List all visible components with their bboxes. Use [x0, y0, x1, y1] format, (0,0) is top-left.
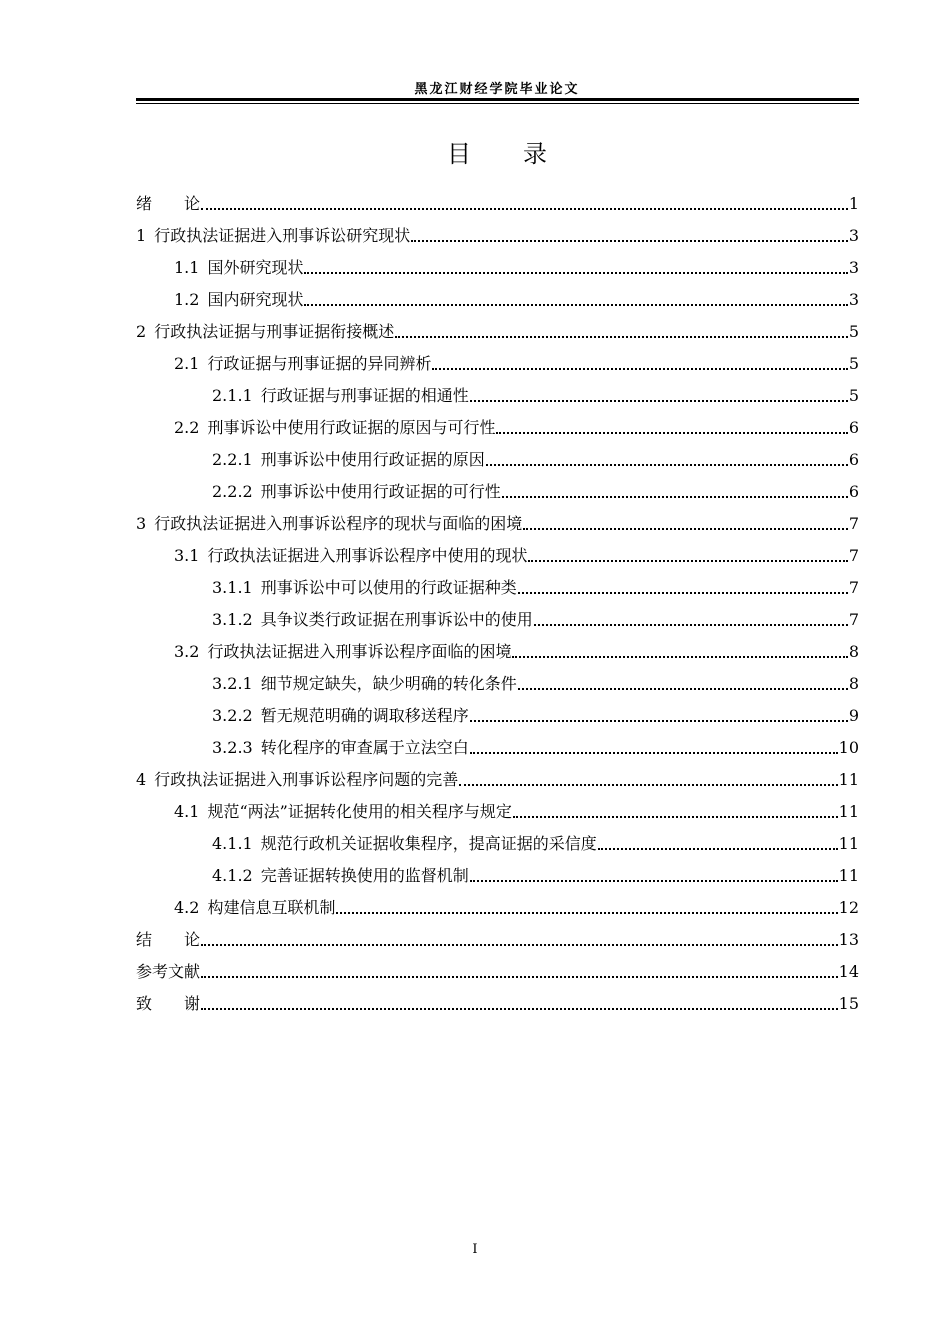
toc-entry-page: 5 — [848, 386, 859, 405]
toc-entry-number: 1.2 — [174, 290, 200, 309]
toc-leader-dots — [534, 624, 848, 626]
toc-entry-page: 5 — [848, 354, 859, 373]
toc-entry[interactable] — [136, 828, 859, 860]
toc-entry-title: 构建信息互联机制 — [207, 898, 336, 917]
toc-entry-number: 1 — [136, 226, 147, 245]
toc-leader-dots — [528, 560, 847, 562]
toc-entry-title: 行政执法证据与刑事证据衔接概述 — [154, 322, 395, 341]
toc-entry-number: 3.2.2 — [212, 706, 253, 725]
toc-title-first: 目 — [447, 140, 471, 168]
toc-entry-number: 2.1 — [174, 354, 200, 373]
toc-entry[interactable] — [136, 732, 859, 764]
toc-entry-page: 7 — [848, 546, 859, 565]
toc-entry-number: 4.1.2 — [212, 866, 253, 885]
toc-leader-dots — [513, 816, 838, 818]
toc-entry-page: 9 — [848, 706, 859, 725]
toc-entry[interactable] — [136, 764, 859, 796]
toc-entry-number: 2.2 — [174, 418, 200, 437]
toc-entry[interactable] — [136, 668, 859, 700]
toc-entry-title: 细节规定缺失，缺少明确的转化条件 — [260, 674, 517, 693]
toc-entry-number: 3.1.2 — [212, 610, 253, 629]
toc-entry[interactable] — [136, 892, 859, 924]
toc-entry-title: 行政证据与刑事证据的相通性 — [260, 386, 469, 405]
toc-entry[interactable] — [136, 860, 859, 892]
toc-entry-page: 6 — [848, 450, 859, 469]
toc-entry-page: 12 — [838, 898, 859, 917]
toc-entry-number: 4.1 — [174, 802, 200, 821]
toc-entry[interactable] — [136, 476, 859, 508]
toc-entry-page: 7 — [848, 610, 859, 629]
toc-entry-page: 3 — [848, 226, 859, 245]
toc-entry-number: 2 — [136, 322, 147, 341]
toc-leader-dots — [523, 528, 848, 530]
toc-leader-dots — [304, 304, 847, 306]
toc-entry-title: 参考文献 — [136, 962, 201, 981]
toc-entry-title: 国内研究现状 — [207, 290, 304, 309]
toc-entry-title: 行政执法证据进入刑事诉讼程序问题的完善 — [154, 770, 459, 789]
toc-entry[interactable] — [136, 700, 859, 732]
table-of-contents — [136, 188, 859, 1020]
toc-entry-page: 8 — [848, 642, 859, 661]
toc-leader-dots — [201, 1008, 838, 1010]
toc-entry-number: 2.1.1 — [212, 386, 253, 405]
toc-leader-dots — [304, 272, 847, 274]
toc-entry-title: 转化程序的审查属于立法空白 — [260, 738, 469, 757]
toc-entry-number: 3.2.1 — [212, 674, 253, 693]
toc-leader-dots — [201, 976, 838, 978]
header-rule-thin — [136, 103, 859, 104]
toc-leader-dots — [598, 848, 838, 850]
toc-entry-number: 4 — [136, 770, 147, 789]
toc-entry-page: 15 — [838, 994, 859, 1013]
toc-entry[interactable] — [136, 988, 859, 1020]
toc-entry-title: 致 谢 — [136, 994, 201, 1013]
toc-entry[interactable] — [136, 540, 859, 572]
toc-leader-dots — [470, 720, 848, 722]
toc-entry-page: 11 — [838, 770, 859, 789]
header-rule-thick — [136, 98, 859, 101]
toc-entry-page: 6 — [848, 418, 859, 437]
toc-entry-page: 14 — [838, 962, 859, 981]
page-number: I — [472, 1242, 478, 1257]
toc-leader-dots — [201, 208, 848, 210]
toc-entry[interactable] — [136, 956, 859, 988]
toc-entry[interactable] — [136, 380, 859, 412]
toc-entry[interactable] — [136, 636, 859, 668]
toc-entry[interactable] — [136, 188, 859, 220]
toc-entry-page: 7 — [848, 578, 859, 597]
toc-entry-title: 规范行政机关证据收集程序，提高证据的采信度 — [260, 834, 597, 853]
toc-entry-page: 3 — [848, 290, 859, 309]
toc-entry[interactable] — [136, 796, 859, 828]
toc-entry-title: 行政执法证据进入刑事诉讼研究现状 — [154, 226, 411, 245]
toc-entry-page: 1 — [848, 194, 859, 213]
toc-entry-number: 3.2.3 — [212, 738, 253, 757]
toc-leader-dots — [432, 368, 847, 370]
toc-entry-title: 行政执法证据进入刑事诉讼程序的现状与面临的困境 — [154, 514, 523, 533]
toc-entry[interactable] — [136, 444, 859, 476]
toc-leader-dots — [336, 912, 837, 914]
toc-leader-dots — [470, 880, 838, 882]
toc-leader-dots — [470, 400, 848, 402]
toc-entry-page: 11 — [838, 834, 859, 853]
toc-entry-page: 3 — [848, 258, 859, 277]
toc-entry-title: 行政执法证据进入刑事诉讼程序中使用的现状 — [207, 546, 528, 565]
toc-entry-title: 国外研究现状 — [207, 258, 304, 277]
toc-leader-dots — [470, 752, 838, 754]
toc-entry-number: 3.2 — [174, 642, 200, 661]
toc-entry-title: 刑事诉讼中使用行政证据的原因与可行性 — [207, 418, 496, 437]
toc-entry[interactable] — [136, 284, 859, 316]
toc-entry-number: 2.2.1 — [212, 450, 253, 469]
toc-entry-title: 行政证据与刑事证据的异同辨析 — [207, 354, 432, 373]
toc-entry-title: 完善证据转换使用的监督机制 — [260, 866, 469, 885]
toc-entry[interactable] — [136, 924, 859, 956]
toc-title-second: 录 — [523, 140, 547, 168]
toc-entry-number: 3.1 — [174, 546, 200, 565]
toc-title — [136, 134, 858, 169]
toc-entry-title: 刑事诉讼中可以使用的行政证据种类 — [260, 578, 517, 597]
toc-entry[interactable] — [136, 348, 859, 380]
toc-entry[interactable] — [136, 220, 859, 252]
toc-leader-dots — [486, 464, 848, 466]
toc-entry-title: 行政执法证据进入刑事诉讼程序面临的困境 — [207, 642, 512, 661]
toc-entry-title: 结 论 — [136, 930, 201, 949]
toc-leader-dots — [496, 432, 847, 434]
toc-entry-number: 1.1 — [174, 258, 200, 277]
toc-entry-title: 具争议类行政证据在刑事诉讼中的使用 — [260, 610, 533, 629]
toc-entry-page: 6 — [848, 482, 859, 501]
toc-entry[interactable] — [136, 572, 859, 604]
toc-leader-dots — [512, 656, 847, 658]
toc-leader-dots — [518, 592, 848, 594]
running-header: 黑龙江财经学院毕业论文 — [414, 82, 580, 97]
toc-entry-title: 规范“两法”证据转化使用的相关程序与规定 — [207, 802, 512, 821]
toc-entry-number: 3 — [136, 514, 147, 533]
toc-leader-dots — [201, 944, 838, 946]
toc-entry-number: 4.1.1 — [212, 834, 253, 853]
toc-entry-page: 10 — [838, 738, 859, 757]
toc-entry-page: 7 — [848, 514, 859, 533]
toc-entry-page: 11 — [838, 802, 859, 821]
toc-entry-page: 13 — [838, 930, 859, 949]
toc-entry-title: 绪 论 — [136, 194, 201, 213]
toc-leader-dots — [518, 688, 848, 690]
toc-entry-number: 3.1.1 — [212, 578, 253, 597]
toc-entry-page: 11 — [838, 866, 859, 885]
toc-entry[interactable] — [136, 252, 859, 284]
toc-entry-page: 5 — [848, 322, 859, 341]
toc-entry[interactable] — [136, 412, 859, 444]
toc-entry[interactable] — [136, 604, 859, 636]
toc-leader-dots — [502, 496, 848, 498]
toc-leader-dots — [395, 336, 848, 338]
toc-entry[interactable] — [136, 316, 859, 348]
toc-leader-dots — [459, 784, 837, 786]
toc-entry-title: 暂无规范明确的调取移送程序 — [260, 706, 469, 725]
toc-entry[interactable] — [136, 508, 859, 540]
toc-entry-title: 刑事诉讼中使用行政证据的可行性 — [260, 482, 501, 501]
toc-entry-title: 刑事诉讼中使用行政证据的原因 — [260, 450, 485, 469]
toc-entry-page: 8 — [848, 674, 859, 693]
toc-entry-number: 2.2.2 — [212, 482, 253, 501]
toc-entry-number: 4.2 — [174, 898, 200, 917]
toc-leader-dots — [411, 240, 848, 242]
